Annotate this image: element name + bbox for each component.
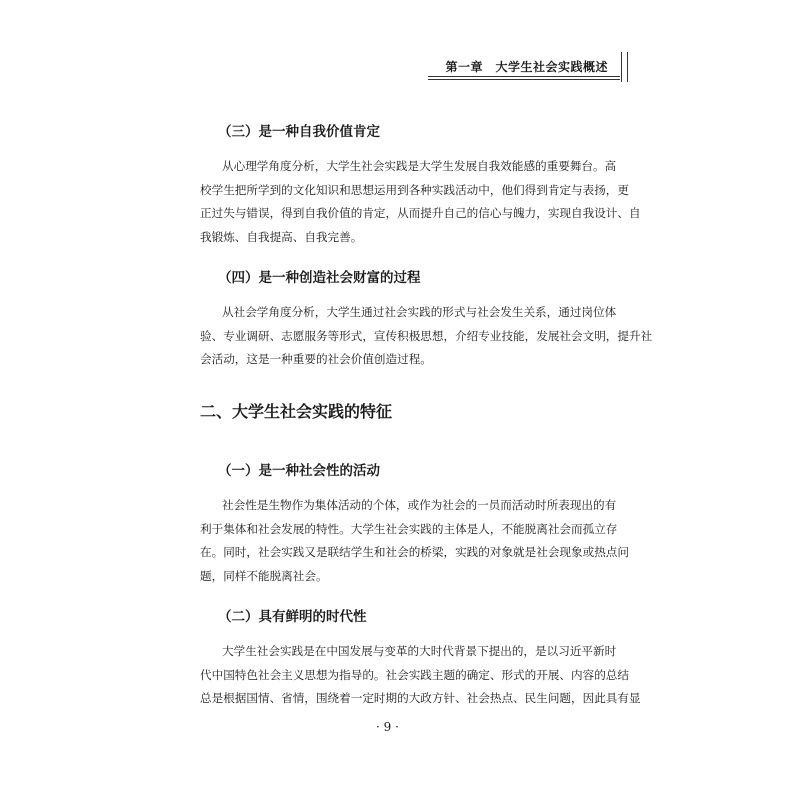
paragraph-line: 大学生社会实践是在中国发展与变革的大时代背景下提出的，是以习近平新时: [222, 644, 617, 658]
paragraph-social-activity: [200, 494, 629, 588]
paragraph-line: 校学生把所学到的文化知识和思想运用到各种实践活动中，他们得到肯定与表扬，更: [200, 182, 629, 197]
paragraph-line: 代中国特色社会主义思想为指导的。社会实践主题的确定、形式的开展、内容的总结: [200, 667, 629, 682]
page-number: · 9 ·: [376, 720, 399, 734]
paragraph-line: 正过失与错误，得到自我价值的肯定，从而提升自己的信心与魄力，实现自我设计、自: [200, 206, 641, 220]
paragraph-line: 题，同样不能脱离社会。: [200, 568, 328, 583]
paragraph-line: 会活动，这是一种重要的社会价值创造过程。: [200, 352, 432, 366]
subheading-self-value: （三）是一种自我价值肯定: [218, 124, 380, 140]
chapter-title: 第一章 大学生社会实践概述: [445, 60, 608, 74]
paragraph-era: [200, 640, 641, 711]
header-vertical-rule: [627, 52, 628, 82]
paragraph-line: 从社会学角度分析，大学生通过社会实践的形式与社会发生关系，通过岗位体: [222, 305, 617, 319]
paragraph-social-wealth: [200, 301, 653, 372]
running-header: [420, 46, 630, 82]
header-rule-bottom: [428, 79, 620, 80]
paragraph-line: 从心理学角度分析，大学生社会实践是大学生发展自我效能感的重要舞台。高: [222, 159, 617, 173]
section-heading-features: 二、大学生社会实践的特征: [200, 402, 393, 421]
paragraph-line: 利于集体和社会发展的特性。大学生社会实践的主体是人，不能脱离社会而孤立存: [200, 521, 618, 536]
paragraph-line: 社会性是生物作为集体活动的个体，或作为社会的一员而活动时所表现出的有: [222, 498, 617, 512]
paragraph-line: 总是根据国情、省情，围绕着一定时期的大政方针、社会热点、民生问题，因此具有显: [200, 691, 641, 705]
subheading-era: （二）具有鲜明的时代性: [218, 609, 367, 625]
subheading-social-wealth: （四）是一种创造社会财富的过程: [218, 270, 421, 286]
paragraph-line: 验、专业调研、志愿服务等形式，宣传积极思想，介绍专业技能，发展社会文明，提升社: [200, 328, 653, 343]
subheading-social-activity: （一）是一种社会性的活动: [218, 463, 380, 479]
header-vertical-rule: [621, 52, 622, 82]
header-rule-top: [428, 76, 620, 77]
paragraph-line: 在。同时，社会实践又是联结学生和社会的桥梁，实践的对象就是社会现象或热点问: [200, 545, 629, 559]
paragraph-self-value: [200, 155, 641, 249]
paragraph-line: 我锻炼、自我提高、自我完善。: [200, 229, 363, 244]
